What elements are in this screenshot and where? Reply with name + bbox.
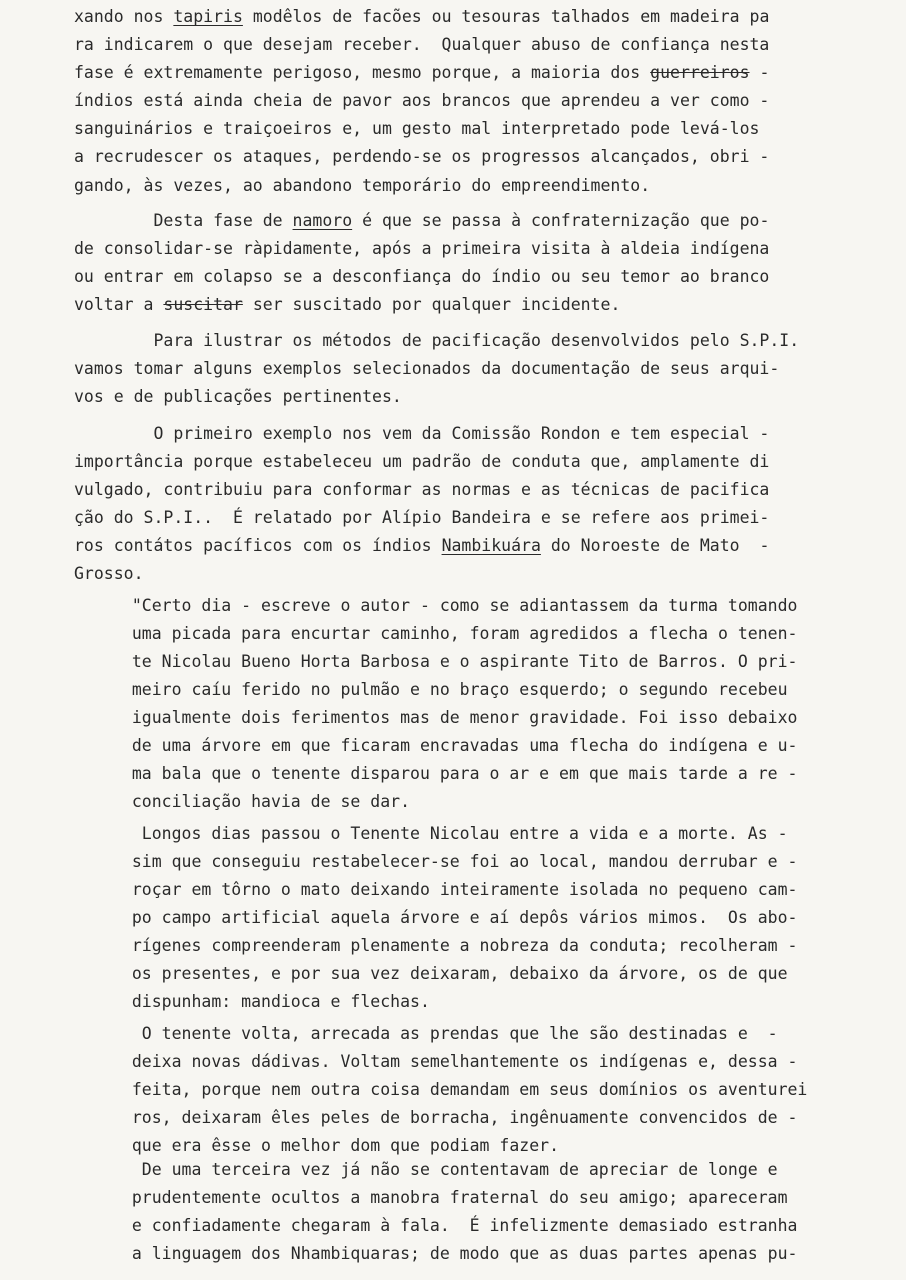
text-line (112, 1052, 797, 1072)
text-line (74, 359, 779, 379)
text-run: O tenente volta, arrecada as prendas que lhe são destinadas e - (112, 1024, 778, 1043)
text-line (112, 652, 797, 672)
text-line (112, 596, 797, 616)
text-run: e confiadamente chegaram à fala. É infelizmente demasiado estranha (112, 1216, 798, 1235)
underlined-term: Nambikuára (441, 536, 541, 555)
text-line (74, 267, 769, 287)
text-line (74, 508, 769, 528)
text-run: deixa novas dádivas. Voltam semelhantemente os indígenas e, dessa - (112, 1052, 798, 1071)
text-run: que era êsse o melhor dom que podiam fazer. (112, 1136, 560, 1155)
text-line (112, 736, 797, 756)
struck-out-word: suscitar (163, 295, 243, 314)
text-line (74, 480, 769, 500)
text-run: xando nos (74, 7, 174, 26)
text-run: índios está ainda cheia de pavor aos brancos que aprendeu a ver como - (74, 91, 770, 110)
text-line (112, 880, 797, 900)
underlined-term: namoro (292, 211, 353, 230)
text-run: voltar a (74, 295, 164, 314)
text-run: é que se passa à confraternização que po- (352, 211, 770, 230)
text-run: ma bala que o tenente disparou para o ar e em que mais tarde a re - (112, 764, 798, 783)
text-line (74, 7, 769, 27)
text-line (74, 387, 402, 407)
text-line (112, 908, 797, 928)
text-run: feita, porque nem outra coisa demandam em seus domínios os aventurei (112, 1080, 808, 1099)
text-run: conciliação havia de se dar. (112, 792, 411, 811)
text-line (74, 239, 769, 259)
text-line (112, 936, 797, 956)
text-line (74, 536, 769, 556)
text-run: Para ilustrar os métodos de pacificação desenvolvidos pelo S.P.I. (74, 331, 800, 350)
text-line (74, 424, 769, 444)
text-line (112, 1080, 807, 1100)
text-line (112, 1024, 778, 1044)
text-line (112, 824, 788, 844)
text-run: ros contátos pacíficos com os índios (74, 536, 442, 555)
text-line (74, 63, 769, 83)
struck-out-word: guerreiros (650, 63, 750, 82)
text-run: Grosso. (74, 564, 144, 583)
text-run: Longos dias passou o Tenente Nicolau entre a vida e a morte. As - (112, 824, 788, 843)
underlined-term: tapiris (173, 7, 243, 26)
text-line (112, 1188, 788, 1208)
text-line (112, 1216, 797, 1236)
text-line (112, 792, 410, 812)
text-line (112, 852, 797, 872)
text-line (112, 764, 797, 784)
text-run: os presentes, e por sua vez deixaram, debaixo da árvore, os de que (112, 964, 788, 983)
text-run: O primeiro exemplo nos vem da Comissão Rondon e tem especial - (74, 424, 770, 443)
text-line (74, 119, 759, 139)
text-line (74, 176, 650, 196)
text-line (74, 211, 769, 231)
text-run: ou entrar em colapso se a desconfiança do índio ou seu temor ao branco (74, 267, 770, 286)
text-line (74, 331, 799, 351)
text-run: importância porque estabeleceu um padrão de conduta que, amplamente di (74, 452, 770, 471)
text-run: - (749, 63, 770, 82)
text-run: de consolidar-se ràpidamente, após a primeira visita à aldeia indígena (74, 239, 770, 258)
text-line (74, 91, 769, 111)
text-run: po campo artificial aquela árvore e aí depôs vários mimos. Os abo- (112, 908, 798, 927)
text-run: rígenes compreenderam plenamente a nobreza da conduta; recolheram - (112, 936, 798, 955)
text-run: sanguinários e traiçoeiros e, um gesto mal interpretado pode levá-los (74, 119, 760, 138)
text-run: De uma terceira vez já não se contentavam de apreciar de longe e (112, 1160, 778, 1179)
text-line (112, 624, 797, 644)
text-run: te Nicolau Bueno Horta Barbosa e o aspirante Tito de Barros. O pri- (112, 652, 798, 671)
text-line (112, 1160, 778, 1180)
text-line (112, 1108, 797, 1128)
text-run: ros, deixaram êles peles de borracha, ingênuamente convencidos de - (112, 1108, 798, 1127)
text-line (74, 564, 144, 584)
text-line (112, 964, 788, 984)
text-line (74, 147, 769, 167)
text-run: a recrudescer os ataques, perdendo-se os progressos alcançados, obri - (74, 147, 770, 166)
text-run: meiro caíu ferido no pulmão e no braço esquerdo; o segundo recebeu (112, 680, 788, 699)
text-run: gando, às vezes, ao abandono temporário do empreendimento. (74, 176, 651, 195)
text-run: uma picada para encurtar caminho, foram agredidos a flecha o tenen- (112, 624, 798, 643)
text-run: fase é extremamente perigoso, mesmo porque, a maioria dos (74, 63, 651, 82)
text-line (74, 35, 769, 55)
text-run: dispunham: mandioca e flechas. (112, 992, 430, 1011)
text-line (112, 1244, 797, 1264)
text-run: ção do S.P.I.. É relatado por Alípio Bandeira e se refere aos primei- (74, 508, 770, 527)
text-line (74, 295, 620, 315)
text-run: modêlos de facões ou tesouras talhados em madeira pa (242, 7, 770, 26)
text-line (112, 708, 797, 728)
text-run: vos e de publicações pertinentes. (74, 387, 402, 406)
text-run: do Noroeste de Mato - (540, 536, 770, 555)
text-line (74, 452, 769, 472)
text-run: Desta fase de (74, 211, 293, 230)
text-run: roçar em tôrno o mato deixando inteiramente isolada no pequeno cam- (112, 880, 798, 899)
text-line (112, 992, 430, 1012)
text-run: "Certo dia - escreve o autor - como se adiantassem da turma tomando (112, 596, 798, 615)
text-run: vulgado, contribuiu para conformar as normas e as técnicas de pacifica (74, 480, 770, 499)
text-run: a linguagem dos Nhambiquaras; de modo que as duas partes apenas pu- (112, 1244, 798, 1263)
text-run: igualmente dois ferimentos mas de menor gravidade. Foi isso debaixo (112, 708, 798, 727)
text-line (112, 680, 788, 700)
text-run: ra indicarem o que desejam receber. Qualquer abuso de confiança nesta (74, 35, 770, 54)
text-run: prudentemente ocultos a manobra fraternal do seu amigo; apareceram (112, 1188, 788, 1207)
text-run: de uma árvore em que ficaram encravadas uma flecha do indígena e u- (112, 736, 798, 755)
text-run: vamos tomar alguns exemplos selecionados da documentação de seus arqui- (74, 359, 780, 378)
text-run: ser suscitado por qualquer incidente. (242, 295, 621, 314)
text-line (112, 1136, 559, 1156)
text-run: sim que conseguiu restabelecer-se foi ao local, mandou derrubar e - (112, 852, 798, 871)
